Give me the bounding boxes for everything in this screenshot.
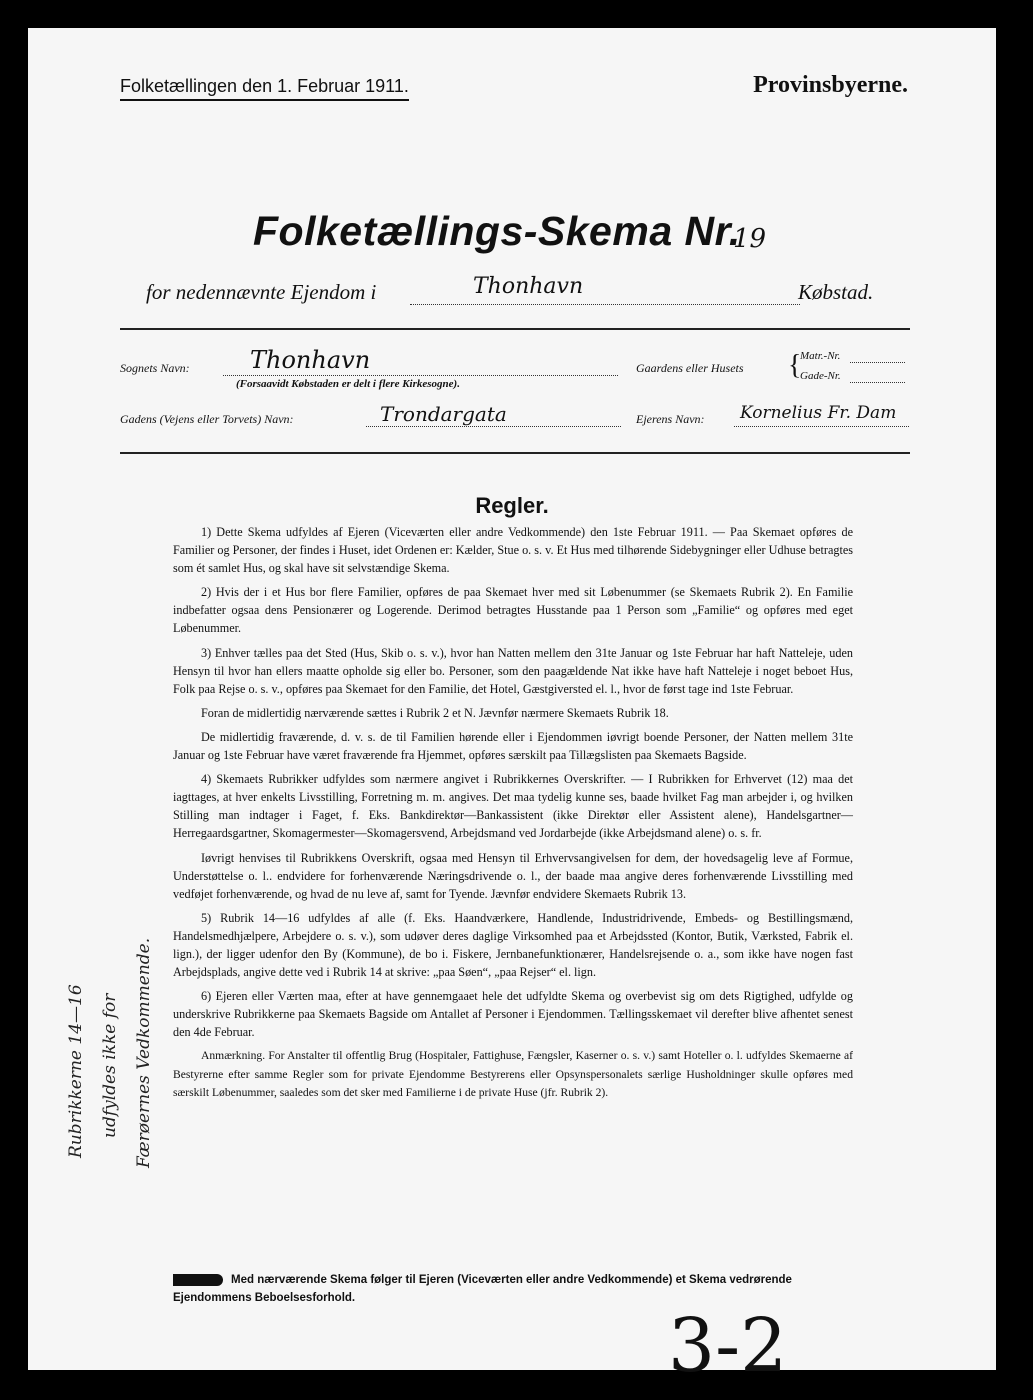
- rule-paragraph-4: 4) Skemaets Rubrikker udfyldes som nærmere angivet i Rubrikkernes Overskrifter. — I Rubrikken for Erhvervet (12) maa det iagttages, at hver enkelts Livsstilling, Forretning m. m. angives. Det maa tydelig kunne ses, baade hvilket Fag man arbejder i, og hvilken Stilling man indtager i Faget, f. Eks. Bankdirektør—Bankassistent (ikke Direktør eller Assistent alene), Handelsgartner—Herregaardsgartner, Skomagermester—Skomagersvend, Arbejdsmand ved Jordarbejde (ikke Arbejdsmand alene) o. s. fr.: [173, 772, 853, 841]
- rule-paragraph-3: 3) Enhver tælles paa det Sted (Hus, Skib o. s. v.), hvor han Natten mellem den 31te Januar og 1ste Februar har haft Natteleje, uden Hensyn til hvor han ellers maatte opholde sig eller bo. Personer, som den paagældende Nat ikke have haft Natteleje i noget beboet Hus, Folk paa Rejse o. s. v., opføres paa Skemaet for den Familie, det Hotel, Gæstgiversted el. l., hvor de først tage ind 1ste Februar.: [173, 645, 853, 696]
- ejer-label: Ejerens Navn:: [636, 412, 705, 426]
- rule-paragraph-2: 2) Hvis der i et Hus bor flere Familier, opføres de paa Skemaet hver med sit Løbenummer (se Skemaets Rubrik 2). En Familie indbefatter ogsaa dens Pensionærer og Logerende. Derimod betragtes Husstande paa 1 Person som „Familie“ og opføres med eget Løbenummer.: [173, 585, 853, 636]
- census-date-header: Folketællingen den 1. Februar 1911.: [120, 76, 409, 101]
- matr-label: Matr.-Nr.: [800, 350, 841, 362]
- property-suffix: Købstad.: [798, 280, 874, 304]
- side-note-line-1: Rubrikkerne 14—16: [66, 984, 86, 1158]
- ejer-handwritten: Kornelius Fr. Dam: [740, 403, 897, 423]
- gade-handwritten: Trondargata: [380, 402, 507, 426]
- divider-top: [120, 328, 910, 330]
- footer-note: [173, 1271, 863, 1307]
- gaard-label: Gaardens eller Husets: [636, 361, 744, 375]
- property-prefix: for nedennævnte Ejendom i: [146, 280, 377, 304]
- rules-title: Regler.: [475, 493, 549, 518]
- divider-bottom: [120, 452, 910, 454]
- side-note-line-3: Færøernes Vedkommende.: [134, 937, 154, 1168]
- form-number-handwritten: 19: [733, 224, 767, 254]
- side-note-line-2: udfyldes ikke for: [100, 993, 120, 1138]
- matr-line: [850, 362, 905, 363]
- rule-paragraph-5: 5) Rubrik 14—16 udfyldes af alle (f. Eks. Haandværkere, Handlende, Industridrivende, Embeds- og Bestillingsmænd, Handelsmedhjælpere, Arbejdere o. s. v.), som udøver deres daglige Virksomhed paa et Arbejdssted (Kontor, Butik, Værksted, Fabrik el. lign.), der ligger udenfor den By (Kommune), de bo i. Fiskere, Jernbanefunktionærer, Handelsrejsende o. a., som ikke have nogen fast Arbejdsplads, angive dette ved i Rubrik 14 at skrive: „paa Søen“, „paa Rejser“ el. lign.: [173, 910, 853, 980]
- sogn-label: Sognets Navn:: [120, 361, 190, 375]
- rule-paragraph-3c: De midlertidig fraværende, d. v. s. de til Familien hørende eller i Ejendommen iøvrigt boende Personer, der Natten mellem 31te Januar og 1ste Februar have været fraværende fra Hjemmet, opføres særskilt paa Tillægslisten paa Skemaets Bagside.: [173, 729, 853, 763]
- gade-line: [366, 426, 621, 427]
- pointing-hand-icon: [173, 1274, 223, 1286]
- property-city-line: [410, 304, 800, 305]
- rule-paragraph-6: 6) Ejeren eller Værten maa, efter at have gennemgaaet hele det udfyldte Skema og overbevist sig om dets Rigtighed, udfylde og underskrive Rubrikkerne paa Skemaets Bagside om Antallet af Personer i Ejendommen. Tællingsskemaet vil derefter blive afhentet senest den 4de Februar.: [173, 989, 853, 1040]
- sogn-line: [223, 375, 618, 376]
- gade-nr-line: [850, 382, 905, 383]
- rule-paragraph-4b: Iøvrigt henvises til Rubrikkens Overskrift, ogsaa med Hensyn til Erhvervsangivelsen for dem, der hovedsagelig leve af Formue, Understøttelse o. l.. endvidere for forhenværende Næringsdrivende o. l., der baade maa angive deres forhenværende Livsstilling med vedføjet forhenværende, og hvad de nu leve af, samt for Tyende. Jævnfør endvidere Skemaets Rubrik 13.: [173, 850, 853, 901]
- sogn-note: (Forsaavidt Købstaden er delt i flere Kirkesogne).: [236, 378, 460, 390]
- census-form-sheet: [28, 28, 996, 1389]
- rule-annotation: Anmærkning. For Anstalter til offentlig Brug (Hospitaler, Fattighuse, Fængsler, Kaserner o. s. v.) samt Hoteller o. l. udfyldes Skemaerne af Bestyrerne efter samme Regler som for private Ejendomme Bestyrerens eller Opsynspersonalets særlige Husholdninger skulle opføres med særskilt Løbenummer, saaledes som det sker med Familierne i de private Huse (jfr. Rubrik 2).: [173, 1049, 853, 1099]
- rule-paragraph-1: 1) Dette Skema udfyldes af Ejeren (Viceværten eller andre Vedkommende) den 1ste Februar 1911. — Paa Skemaet opføres de Familier og Personer, der findes i Huset, idet Ordenen er: Kælder, Stue o. s. v. Et Hus med tilhørende Sidebygninger eller Udhuse betragtes som ét samlet Hus, og skal have sit selvstændige Skema.: [173, 525, 853, 576]
- footer-text: Med nærværende Skema følger til Ejeren (Viceværten eller andre Vedkommende) et Skema vedrørende Ejendommens Beboelsesforhold.: [173, 1274, 792, 1304]
- gade-nr-label: Gade-Nr.: [800, 370, 841, 382]
- rule-paragraph-3b: Foran de midlertidig nærværende sættes i Rubrik 2 et N. Jævnfør nærmere Skemaets Rubrik 18.: [201, 705, 669, 720]
- gade-label: Gadens (Vejens eller Torvets) Navn:: [120, 412, 294, 426]
- gaard-bracket: {: [788, 350, 802, 381]
- form-title: Folketællings-Skema Nr.: [253, 208, 741, 254]
- page-mark-handwritten: 3-2: [668, 1303, 788, 1389]
- ejer-line: [734, 426, 909, 427]
- property-city-handwritten: Thonhavn: [473, 274, 584, 299]
- rules-body: [173, 523, 853, 1108]
- sogn-handwritten: Thonhavn: [250, 346, 371, 374]
- region-header: Provinsbyerne.: [753, 72, 908, 98]
